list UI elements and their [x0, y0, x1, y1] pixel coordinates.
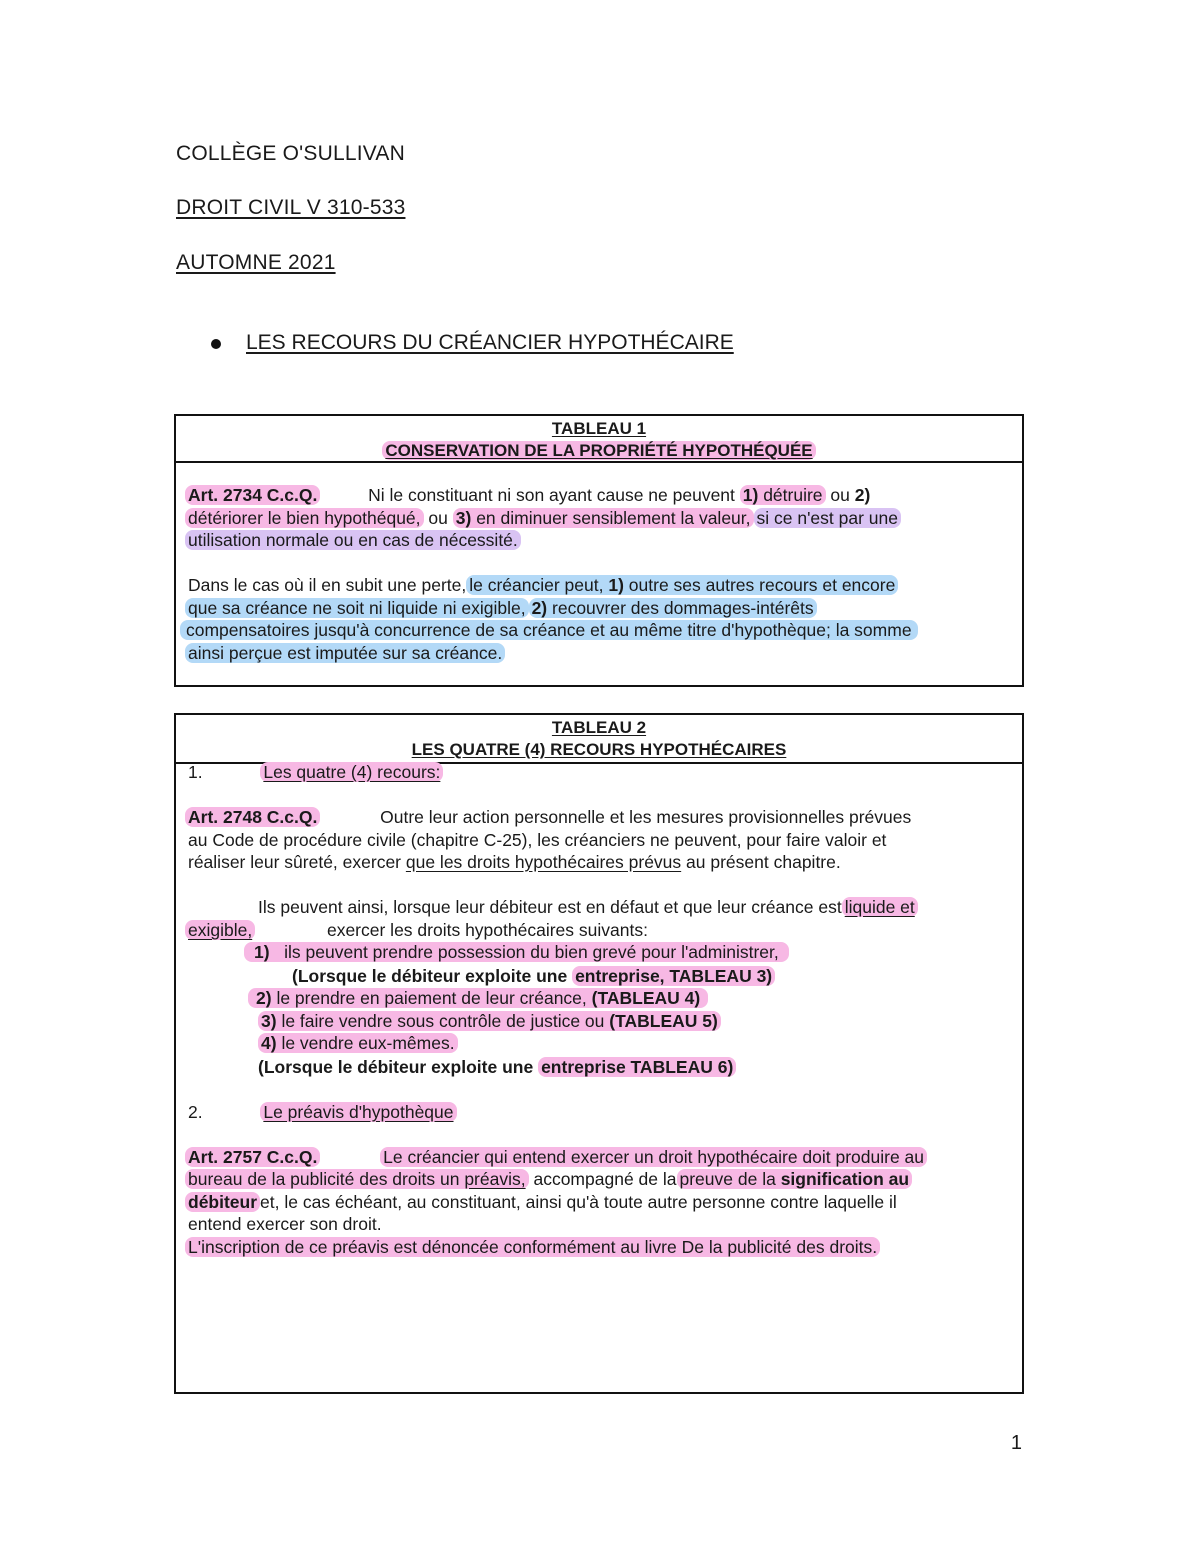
table-2: TABLEAU 2 LES QUATRE (4) RECOURS HYPOTHÉCAIRES 1. Les quatre (4) recours: Art. 2748 C.c.Q. Outre leur action personnelle et les mesures provisionnelles prévues au Code de procédure civile (chapitre C-25), les créanciers ne peuvent, pour faire valoir et réaliser leur sûreté, exercer que les droits hypothécaires prévus au présent chapitre. Ils peuvent ainsi, lorsque leur débiteur est en défaut et que leur créance est liquide et exigible, exercer les droits hypothécaires suivants: 1) ils peuvent prendre possession du bien grevé pour l'administrer, (Lorsque le débiteur exploite une entreprise, TABLEAU 3) 2) le prendre en paiement de leur créance, (TABLEAU 4) 3) le faire vendre sous contrôle de justice ou (TABLEAU 5) 4) le vendre eux-mêmes. (Lorsque le débiteur exploite une entreprise TABLEAU 6) 2. Le préavis d'hypothèque Art. 2757 C.c.Q. Le créancier qui entend exercer un droit hypothécaire doit produire au bureau de la publicité des droits un préavis, accompagné de la preuve de la signification au débiteur et, le cas échéant, au constituant, ainsi qu'à toute autre personne contre laquelle il entend exercer son droit. L'inscription de ce préavis est dénoncée conformément au livre De la publicité des droits.: [174, 713, 1024, 1394]
art-2734-label: Art. 2734 C.c.Q.: [185, 485, 320, 505]
table-2-title: TABLEAU 2: [551, 718, 647, 737]
bullet-dot-icon: [211, 339, 221, 349]
course-title: DROIT CIVIL V 310-533: [176, 196, 406, 219]
section-1-label: Les quatre (4) recours:: [260, 762, 443, 782]
section-heading: LES RECOURS DU CRÉANCIER HYPOTHÉCAIRE: [246, 331, 734, 354]
college-name: COLLÈGE O'SULLIVAN: [176, 142, 405, 165]
table-1: TABLEAU 1 CONSERVATION DE LA PROPRIÉTÉ HYPOTHÉQUÉE Art. 2734 C.c.Q. Ni le constituant ni son ayant cause ne peuvent 1) détruire ou 2) détériorer le bien hypothéqué, ou 3) en diminuer sensiblement la valeur, si ce n'est par une utilisation normale ou en cas de nécessité. Dans le cas où il en subit une perte, le créancier peut, 1) outre ses autres recours et encore que sa créance ne soit ni liquide ni exigible, 2) recouvrer des dommages-intérêts compensatoires jusqu'à concurrence de sa créance et au même titre d'hypothèque; la somme ainsi perçue est imputée sur sa créance.: [174, 414, 1024, 687]
table-1-subtitle: CONSERVATION DE LA PROPRIÉTÉ HYPOTHÉQUÉE: [382, 441, 815, 460]
table-1-title: TABLEAU 1: [551, 419, 647, 438]
art-2757-label: Art. 2757 C.c.Q.: [185, 1147, 320, 1167]
table-2-subtitle: LES QUATRE (4) RECOURS HYPOTHÉCAIRES: [411, 740, 787, 759]
section-2-label: Le préavis d'hypothèque: [260, 1102, 456, 1122]
term: AUTOMNE 2021: [176, 251, 336, 274]
page-number: 1: [1010, 1432, 1022, 1454]
art-2748-label: Art. 2748 C.c.Q.: [185, 807, 320, 827]
table-2-header: [176, 715, 1022, 764]
table-1-header: [176, 416, 1022, 463]
